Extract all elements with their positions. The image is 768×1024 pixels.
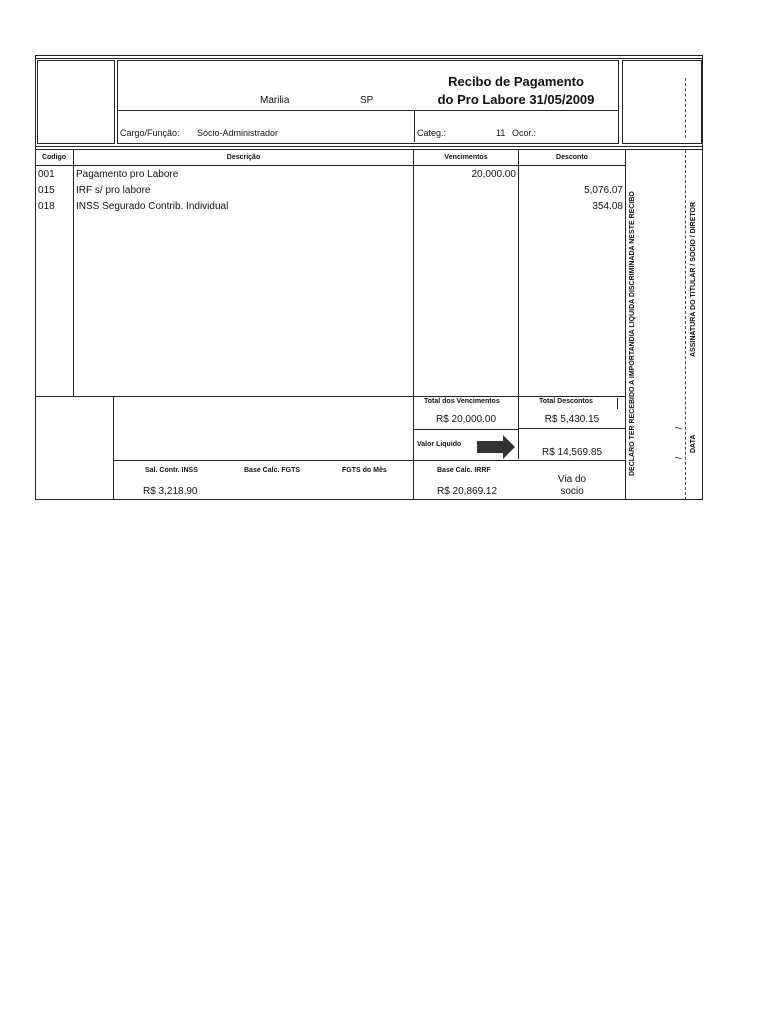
net-value: R$ 14,569.85 — [541, 447, 603, 458]
title-line-2: do Pro Labore 31/05/2009 — [437, 92, 595, 107]
irrf-value: R$ 20,869.12 — [437, 486, 498, 497]
cargo-value: Sócio-Administrador — [197, 128, 279, 138]
col-header-description: Descrição — [226, 154, 261, 161]
logo-box — [37, 60, 115, 144]
frame-top-line — [35, 55, 703, 56]
footer-top-line — [113, 460, 625, 461]
row-description: INSS Segurado Contrib. Individual — [76, 201, 229, 212]
row-description: IRF s/ pro labore — [76, 185, 151, 196]
row-earnings: 20,000.00 — [471, 169, 516, 180]
totals-tick — [617, 398, 618, 409]
city-text: Marilia — [260, 95, 290, 106]
frame-right-line — [702, 55, 703, 500]
declaration-text: DECLARO TER RECEBIDO A IMPORTANDIA LIQUIDA DISCRIMINADA NESTE RECIBO — [629, 191, 636, 476]
cargo-label: Cargo/Função: — [120, 128, 180, 138]
table-top-line-inner — [35, 149, 703, 150]
body-bottom-line — [35, 396, 625, 397]
deductions-col-line — [625, 149, 626, 499]
desc-col-line — [413, 149, 414, 499]
irrf-label: Base Calc. IRRF — [437, 467, 491, 474]
header-divider — [117, 110, 619, 111]
total-deductions-label: Total Descontos — [539, 398, 593, 405]
fgts-base-label: Base Calc. FGTS — [244, 467, 301, 474]
row-code: 015 — [38, 185, 55, 196]
header-right-box — [622, 60, 702, 144]
table-header-bottom-line — [35, 165, 625, 166]
inss-label: Sal. Contr. INSS — [145, 467, 198, 474]
date-slash-1: / — [673, 456, 684, 460]
header-categ-divider — [414, 111, 415, 142]
frame-top-line-inner — [35, 58, 703, 59]
frame-bottom-line — [35, 499, 703, 500]
arrow-right-icon — [477, 435, 515, 459]
inss-value: R$ 3,218.90 — [143, 486, 198, 497]
state-text: SP — [360, 95, 374, 106]
total-earnings-value: R$ 20,000.00 — [435, 414, 497, 425]
ocor-label: Ocor.: — [512, 128, 537, 138]
signature-dash-line — [685, 150, 686, 500]
row-deductions: 5,076.07 — [584, 185, 623, 196]
row-code: 018 — [38, 201, 55, 212]
row-deductions: 354.08 — [592, 201, 623, 212]
date-slash-2: / — [673, 426, 684, 430]
signature-label: ASSINATURA DO TITULAR / SOCIO / DIRETOR — [690, 201, 697, 357]
via-line-1: Via do — [557, 474, 587, 485]
col-header-deductions: Desconto — [556, 154, 588, 161]
col-header-earnings: Vencimentos — [444, 154, 488, 161]
date-label: DATA — [690, 434, 697, 453]
bottom-left-col-line — [113, 396, 114, 499]
table-top-line — [35, 146, 703, 147]
code-col-line — [73, 149, 74, 396]
total-earnings-label: Total dos Vencimentos — [424, 398, 500, 405]
frame-left-line — [35, 55, 36, 500]
net-label: Valor Liquido — [417, 441, 462, 448]
totals-deductions-divider — [518, 428, 625, 429]
row-description: Pagamento pro Labore — [76, 169, 179, 180]
col-header-code: Codigo — [41, 154, 67, 161]
via-line-2: socio — [560, 486, 584, 497]
totals-earnings-divider — [414, 429, 518, 430]
title-line-1: Recibo de Pagamento — [448, 74, 584, 89]
total-deductions-value: R$ 5,430.15 — [544, 414, 600, 425]
row-code: 001 — [38, 169, 55, 180]
categ-value: 11 — [496, 128, 506, 138]
categ-label: Categ.: — [417, 128, 447, 138]
fgts-month-label: FGTS do Mês — [342, 467, 387, 474]
header-right-dash — [685, 78, 686, 138]
